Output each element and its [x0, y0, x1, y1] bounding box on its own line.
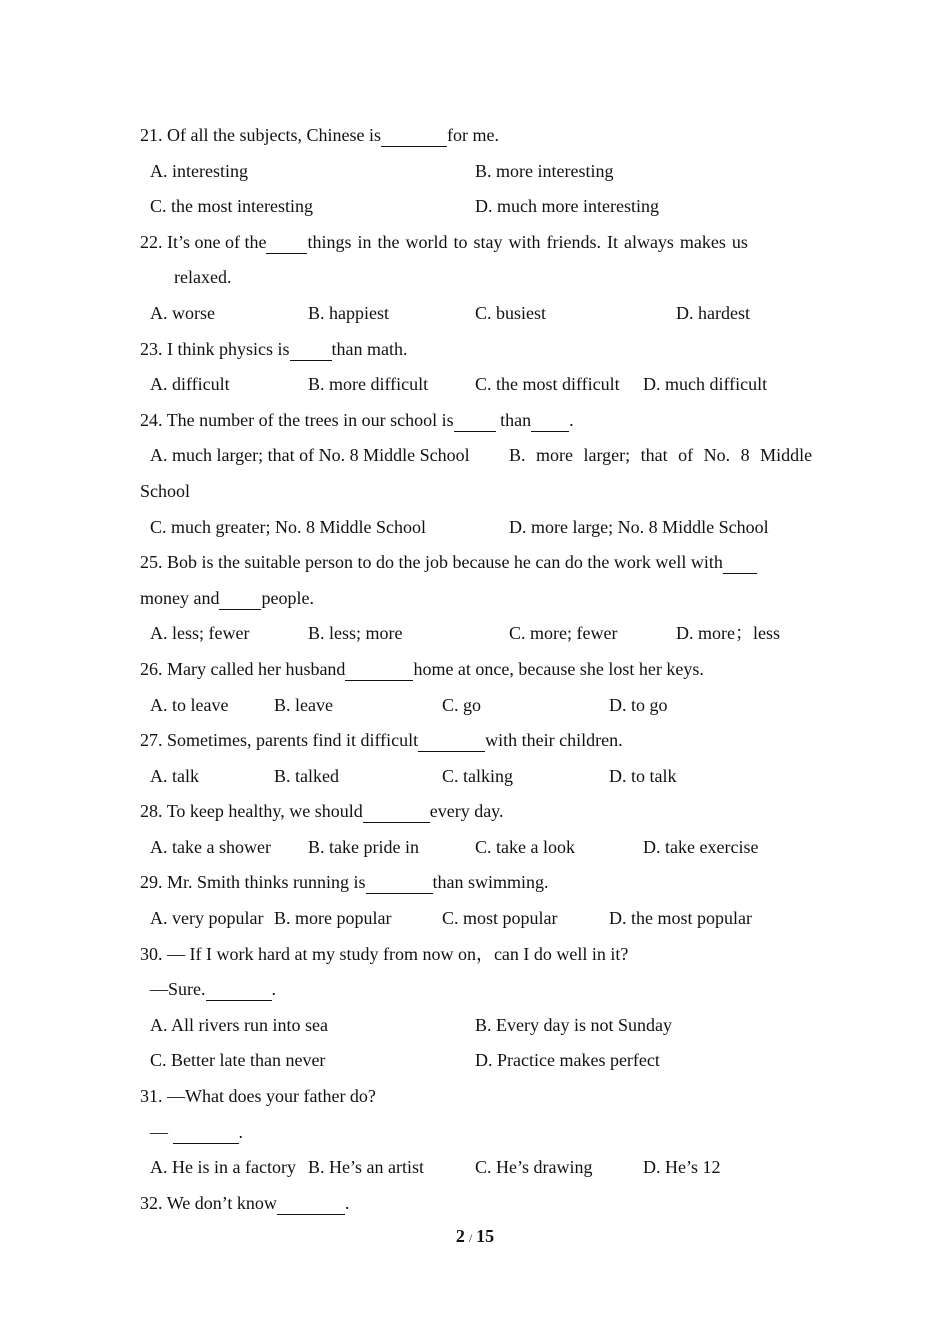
option-a: A. take a shower: [150, 836, 271, 857]
option-b: B. leave: [274, 694, 333, 715]
option-d: D. the most popular: [609, 908, 752, 929]
question-text: .: [238, 1121, 243, 1142]
option-d: D. Practice makes perfect: [475, 1050, 660, 1071]
option-c: C. most popular: [442, 908, 558, 929]
question-text: .: [344, 1192, 350, 1213]
option-b: B. more difficult: [308, 374, 429, 395]
question-26: [140, 652, 812, 688]
option-a: A. He is in a factory: [150, 1157, 296, 1178]
question-24: [140, 403, 812, 439]
question-text: To keep healthy, we should: [166, 801, 363, 822]
question-number: 24.: [140, 409, 163, 430]
question-text: Mary called her husband: [167, 658, 346, 679]
options-row: [140, 189, 812, 225]
question-number: 32.: [140, 1192, 163, 1213]
answer-blank: [290, 338, 332, 361]
option-c: C. the most difficult: [475, 374, 620, 395]
option-c: C. much greater; No. 8 Middle School: [150, 516, 426, 537]
answer-blank: [381, 124, 447, 147]
options-row: [140, 154, 812, 190]
question-text: than swimming.: [432, 872, 549, 893]
option-d: D. much difficult: [643, 374, 768, 395]
question-text: —What does your father do?: [167, 1086, 376, 1107]
option-b: B. more larger; that of No. 8 Middle: [509, 445, 813, 466]
option-a: A. talk: [150, 765, 199, 786]
question-continuation: [140, 581, 812, 617]
question-text: Bob is the suitable person to do the job because he can do the work well with: [167, 552, 723, 573]
answer-blank: [454, 409, 496, 432]
answer-blank: [173, 1121, 239, 1144]
answer-blank: [345, 658, 413, 681]
option-c: C. go: [442, 694, 482, 715]
question-text: people.: [261, 587, 314, 608]
option-a: A. worse: [150, 302, 215, 323]
option-d: D. more large; No. 8 Middle School: [509, 516, 769, 537]
question-27: [140, 723, 812, 759]
option-c: C. the most interesting: [150, 196, 313, 217]
question-text: every day.: [429, 801, 504, 822]
page-total: 15: [476, 1226, 495, 1246]
question-text: than: [495, 409, 532, 430]
question-text: things in the world to stay with friends. It always makes us: [307, 231, 748, 252]
option-b: B. more interesting: [475, 160, 614, 181]
option-c: C. more; fewer: [509, 623, 618, 644]
question-number: 31.: [140, 1086, 163, 1107]
option-a: A. interesting: [150, 160, 248, 181]
page-number: 2: [455, 1226, 465, 1246]
question-text: — If I work hard at my study from now on，can I do well in it?: [167, 943, 629, 964]
option-d: D. hardest: [676, 302, 750, 323]
option-a: A. difficult: [150, 374, 230, 395]
question-text: I think physics is: [167, 338, 290, 359]
option-d: D. He’s 12: [643, 1157, 721, 1178]
answer-blank: [277, 1192, 345, 1215]
answer-blank: [723, 551, 757, 574]
question-number: 26.: [140, 658, 163, 679]
option-a: A. to leave: [150, 694, 229, 715]
option-b: B. more popular: [274, 908, 392, 929]
option-b-wrap: School: [140, 480, 191, 501]
question-number: 28.: [140, 801, 163, 822]
option-b: B. happiest: [308, 302, 389, 323]
options-row: [140, 1150, 812, 1186]
options-row: [140, 901, 812, 937]
answer-blank: [418, 729, 485, 752]
option-d: D. more；less: [676, 623, 780, 644]
option-d: D. take exercise: [643, 836, 759, 857]
option-a: A. less; fewer: [150, 623, 250, 644]
question-29: [140, 865, 812, 901]
options-row: [140, 296, 812, 332]
options-row: [140, 688, 812, 724]
question-25: [140, 545, 812, 581]
question-30: [140, 937, 812, 973]
question-32: [140, 1186, 812, 1222]
option-b: B. less; more: [308, 623, 403, 644]
answer-blank: [363, 800, 430, 823]
answer-blank: [219, 587, 261, 610]
option-a: A. much larger; that of No. 8 Middle School: [150, 445, 470, 466]
option-b: B. take pride in: [308, 836, 419, 857]
question-21: [140, 118, 812, 154]
option-c: C. Better late than never: [150, 1050, 326, 1071]
option-b: B. Every day is not Sunday: [475, 1014, 672, 1035]
options-row: [140, 830, 812, 866]
answer-blank: [366, 871, 433, 894]
option-d: D. to talk: [609, 765, 677, 786]
question-text: .: [271, 979, 276, 1000]
question-text: It’s one of the: [167, 231, 267, 252]
answer-blank: [531, 409, 569, 432]
question-number: 29.: [140, 872, 163, 893]
question-number: 25.: [140, 552, 163, 573]
answer-blank: [206, 978, 272, 1001]
option-b: B. talked: [274, 765, 339, 786]
question-text: .: [569, 409, 574, 430]
question-23: [140, 332, 812, 368]
question-text: money and: [140, 587, 220, 608]
question-text: —Sure.: [150, 979, 206, 1000]
question-number: 27.: [140, 730, 163, 751]
options-row: [140, 1008, 812, 1044]
question-text: home at once, because she lost her keys.: [413, 658, 704, 679]
question-continuation: relaxed.: [174, 267, 232, 288]
option-a: A. All rivers run into sea: [150, 1014, 328, 1035]
question-text: than math.: [331, 338, 408, 359]
dialogue-reply: [140, 972, 812, 1008]
page-separator: /: [468, 1231, 473, 1245]
question-number: 21.: [140, 125, 163, 145]
question-number: 23.: [140, 338, 163, 359]
options-row: [140, 367, 812, 403]
option-c: C. talking: [442, 765, 513, 786]
option-a: A. very popular: [150, 908, 264, 929]
options-row: [140, 616, 812, 652]
question-22: [140, 225, 812, 261]
option-d: D. to go: [609, 694, 668, 715]
option-d: D. much more interesting: [475, 196, 659, 217]
options-row: [140, 510, 812, 546]
question-text: Mr. Smith thinks running is: [167, 872, 366, 893]
dialogue-reply: [140, 1115, 812, 1151]
options-row: [140, 438, 812, 474]
question-31: [140, 1079, 812, 1115]
question-text: for me.: [446, 125, 499, 145]
question-text: Sometimes, parents find it difficult: [167, 730, 419, 751]
options-row: [140, 1043, 812, 1079]
question-text: Of all the subjects, Chinese is: [167, 125, 381, 145]
page-footer: [0, 1226, 950, 1247]
answer-blank: [266, 231, 307, 254]
option-c: C. busiest: [475, 302, 547, 323]
question-number: 30.: [140, 943, 163, 964]
options-row: [140, 759, 812, 795]
question-list: [140, 118, 812, 1221]
question-28: [140, 794, 812, 830]
question-text: The number of the trees in our school is: [166, 409, 454, 430]
option-c: C. He’s drawing: [475, 1157, 593, 1178]
question-number: 22.: [140, 231, 163, 252]
question-text: —: [150, 1121, 173, 1142]
question-text: We don’t know: [166, 1192, 277, 1213]
question-text: with their children.: [485, 730, 623, 751]
option-c: C. take a look: [475, 836, 575, 857]
option-b: B. He’s an artist: [308, 1157, 424, 1178]
